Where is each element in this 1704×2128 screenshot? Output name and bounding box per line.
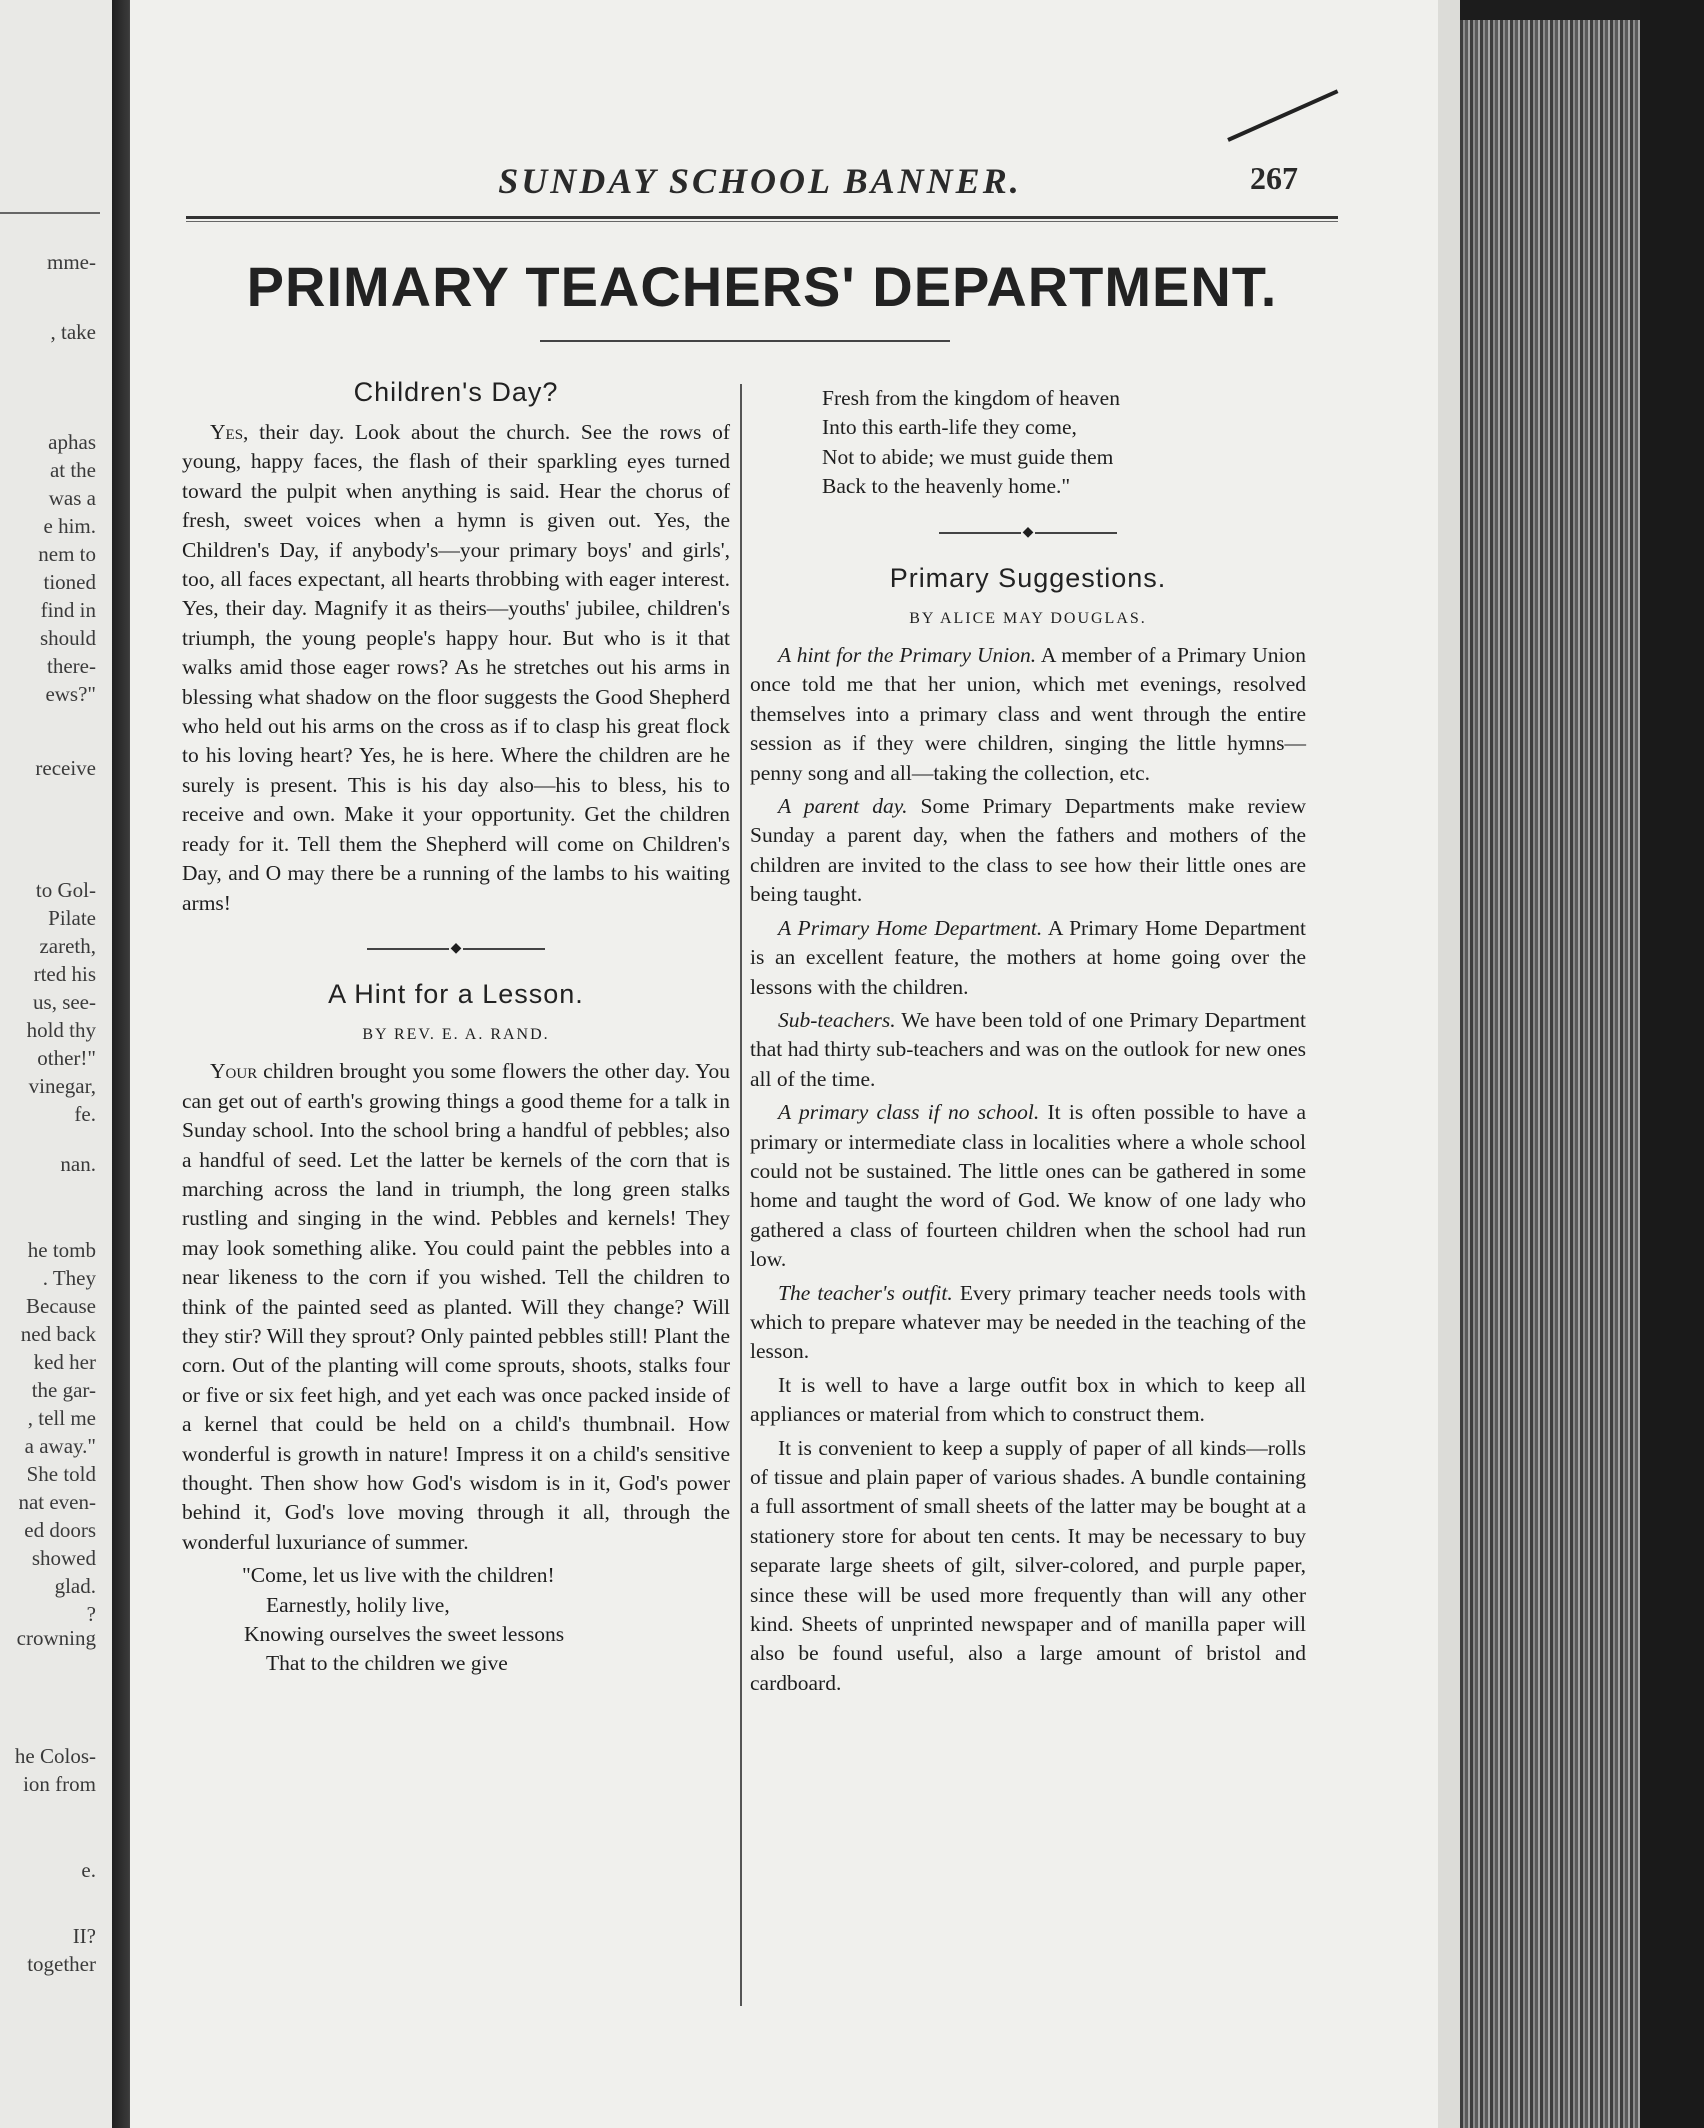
poem-stanza-left <box>182 1561 730 1679</box>
paragraph-lead: A hint for the Primary Union. <box>778 643 1037 668</box>
left-page-fragment: aphas <box>48 430 96 454</box>
article-body-hint-for-lesson <box>182 1057 730 1557</box>
paragraph-text: A member of a Primary Union once told me that her union, which met evenings, resolved themselves into a primary class and went through the entire session as if they were children, singing the little hymns—penny song and all—taking the collection, etc. <box>750 643 1306 785</box>
left-page-fragment: nem to <box>38 542 96 566</box>
suggestion-paragraph <box>750 1006 1306 1094</box>
paragraph-lead: The teacher's outfit. <box>778 1280 953 1305</box>
poem-line: That to the children we give <box>266 1651 508 1676</box>
left-page-fragment: . They <box>42 1266 96 1290</box>
poem-line: Knowing ourselves the sweet lessons <box>244 1622 565 1647</box>
department-title: PRIMARY TEACHERS' DEPARTMENT. <box>246 255 1278 318</box>
lead-word: Your <box>210 1059 258 1084</box>
byline-douglas: BY ALICE MAY DOUGLAS. <box>909 609 1147 627</box>
header-rule-thin <box>186 221 1338 222</box>
left-page-fragment: rted his <box>33 962 96 986</box>
article-heading-hint-for-lesson: A Hint for a Lesson. <box>328 978 584 1009</box>
poem-line: Back to the heavenly home." <box>822 474 1071 499</box>
paragraph-lead: A primary class if no school. <box>778 1100 1040 1125</box>
title-rule <box>540 340 950 342</box>
left-page-rule <box>0 212 100 214</box>
section-ornament: ◆ <box>750 526 1306 540</box>
column-divider <box>740 384 742 2006</box>
body-text: children brought you some flowers the other day. You can get out of earth's growing things a good theme for a talk in Sunday school. Into the school bring a handful of pebbles; also a handful of seed. Let the latter be kernels of the corn that is marching across the land in triumph, the long green stalks rustling and singing in the wind. Pebbles and kernels! They may look something alike. You could paint the pebbles into a near likeness to the corn if you wished. Tell the children to think of the painted seed as planted. Will they change? Will they stir? Will they sprout? Only painted pebbles still! Plant the corn. Out of the planting will come sprouts, shoots, stalks four or five or six feet high, and yet each was once packed inside of a kernel that could be held on a child's thumbnail. How wonderful is growth in nature! Impress it on a child's sensitive thought. Then show how God's wisdom is in it, God's power behind it, God's love moving through it all, through the wonderful luxuriance of summer. <box>182 1059 730 1554</box>
left-page-fragment: glad. <box>54 1574 96 1598</box>
paragraph-text: It is often possible to have a primary or intermediate class in localities where a whole school could not be sustained. The little ones can be gathered in some home and taught the word of God. We know of one lady who gathered a class of fourteen children when the school had run low. <box>750 1100 1306 1272</box>
right-column <box>750 380 1306 1702</box>
left-column <box>182 374 730 1679</box>
left-page-fragment: fe. <box>74 1102 96 1126</box>
left-page-fragment: Pilate <box>48 906 96 930</box>
suggestion-paragraph <box>750 641 1306 788</box>
paragraph-text: It is well to have a large outfit box in which to keep all appliances or material from which to construct them. <box>750 1372 1306 1427</box>
left-page-fragment: to Gol- <box>35 878 96 902</box>
left-page-fragment: She told <box>26 1462 96 1486</box>
poem-stanza-right <box>750 384 1306 502</box>
left-page-fragment: ned back <box>20 1322 96 1346</box>
paragraph-text: A Primary Home Department is an excellent feature, the mothers at home going over the lessons with the children. <box>750 915 1306 999</box>
left-page-fragment: receive <box>35 756 96 780</box>
left-page-fragment: showed <box>31 1546 96 1570</box>
paragraph-text: It is convenient to keep a supply of paper of all kinds—rolls of tissue and plain paper of various shades. A bundle containing a full assortment of small sheets of the latter may be bought at a stationery store for about ten cents. It may be necessary to buy separate large sheets of gilt, silver-colored, and purple paper, since these will be used more frequently than will any other kind. Sheets of unprinted newspaper and of manilla paper will also be found useful, also a large amount of bristol and cardboard. <box>750 1435 1306 1695</box>
left-page-fragment: crowning <box>16 1626 96 1650</box>
left-page-fragment: II? <box>72 1924 96 1948</box>
book-cover-edge <box>1640 0 1704 2128</box>
article-heading-primary-suggestions: Primary Suggestions. <box>889 562 1167 593</box>
left-page-fragment: at the <box>49 458 96 482</box>
left-page-fragment: e him. <box>43 514 96 538</box>
left-page-fragment: vinegar, <box>28 1074 96 1098</box>
left-page-fragment: was a <box>48 486 96 510</box>
suggestion-paragraph <box>750 1279 1306 1367</box>
poem-line: Earnestly, holily live, <box>266 1592 450 1617</box>
left-page-fragment: should <box>39 626 96 650</box>
suggestion-paragraph <box>750 1098 1306 1274</box>
section-ornament: ◆ <box>182 942 730 956</box>
left-page-fragment: , tell me <box>27 1406 96 1430</box>
suggestion-paragraph <box>750 792 1306 910</box>
paragraph-lead: A Primary Home Department. <box>778 915 1043 940</box>
left-page-fragment: us, see- <box>33 990 96 1014</box>
poem-line: Not to abide; we must guide them <box>822 444 1114 469</box>
left-page-fragment: ion from <box>23 1772 96 1796</box>
page-number: 267 <box>1250 160 1298 196</box>
left-page-fragment: there- <box>47 654 96 678</box>
left-page-fragment: ? <box>86 1602 96 1626</box>
left-page-fragment: ews?" <box>45 682 96 706</box>
byline-rand: BY REV. E. A. RAND. <box>362 1025 550 1043</box>
left-page-fragment: hold thy <box>26 1018 96 1042</box>
body-text: their day. Look about the church. See the rows of young, happy faces, the flash of their sparkling eyes turned toward the pulpit when anything is said. Hear the chorus of fresh, sweet voices when a hymn is given out. Yes, the Children's Day, if anybody's—your primary boys' and girls', too, all faces expectant, all hearts throbbing with eager interest. Yes, their day. Magnify it as theirs—youths' jubilee, children's triumph, the young people's happy hour. But who is it that walks amid those eager rows? As he stretches out his arms in blessing what shadow on the floor suggests the Good Shepherd who held out his arms on the cross as if to clasp his great flock to his loving heart? Yes, he is here. Where the children are he surely is present. This is his day also—his to bless, his to receive and own. Make it your opportunity. Get the children ready for it. Tell them the Shepherd will come on Children's Day, and O may there be a running of the lambs to his waiting arms! <box>182 420 730 915</box>
left-page-strip <box>0 0 112 2128</box>
article-heading-childrens-day: Children's Day? <box>353 377 559 407</box>
header-rule <box>186 216 1338 219</box>
left-page-fragment: e. <box>81 1858 96 1882</box>
left-page-fragment: he tomb <box>27 1238 96 1262</box>
left-page-fragment: he Colos- <box>14 1744 96 1768</box>
left-page-fragment: zareth, <box>39 934 96 958</box>
left-page-fragment: Because <box>26 1294 96 1318</box>
article-body-childrens-day <box>182 418 730 918</box>
left-page-fragment: nat even- <box>18 1490 96 1514</box>
poem-line: Into this earth-life they come, <box>822 415 1077 440</box>
left-page-fragment: nan. <box>60 1152 96 1176</box>
paragraph-lead: A parent day. <box>778 794 908 819</box>
page-edge <box>1438 0 1460 2128</box>
paragraph-text: Every primary teacher needs tools with which to prepare whatever may be needed in the teaching of the lesson. <box>750 1280 1306 1364</box>
paragraph-lead: Sub-teachers. <box>778 1007 896 1032</box>
poem-line: Fresh from the kingdom of heaven <box>822 386 1120 410</box>
left-page-fragment: other!" <box>37 1046 96 1070</box>
lead-word: Yes, <box>210 420 249 444</box>
suggestion-paragraph <box>750 1371 1306 1430</box>
left-page-fragment: find in <box>40 598 96 622</box>
running-header-title: SUNDAY SCHOOL BANNER. <box>498 161 1022 201</box>
left-page-fragment: ed doors <box>24 1518 96 1542</box>
paragraph-text: We have been told of one Primary Department that had thirty sub-teachers and was on the outlook for new ones all of the time. <box>750 1007 1306 1091</box>
left-page-fragment: a away." <box>24 1434 96 1458</box>
paragraph-text: Some Primary Departments make review Sunday a parent day, when the fathers and mothers of the children are invited to the class to see how their little ones are being taught. <box>750 794 1306 907</box>
left-page-fragment: tioned <box>43 570 96 594</box>
suggestion-paragraph <box>750 914 1306 1002</box>
left-page-fragment: mme- <box>47 250 96 274</box>
left-page-fragment: , take <box>50 320 96 344</box>
left-page-fragment: ked her <box>33 1350 96 1374</box>
suggestion-paragraph <box>750 1434 1306 1699</box>
left-page-fragment: together <box>27 1952 96 1976</box>
poem-line: "Come, let us live with the children! <box>242 1563 555 1588</box>
left-page-fragment: the gar- <box>31 1378 96 1402</box>
